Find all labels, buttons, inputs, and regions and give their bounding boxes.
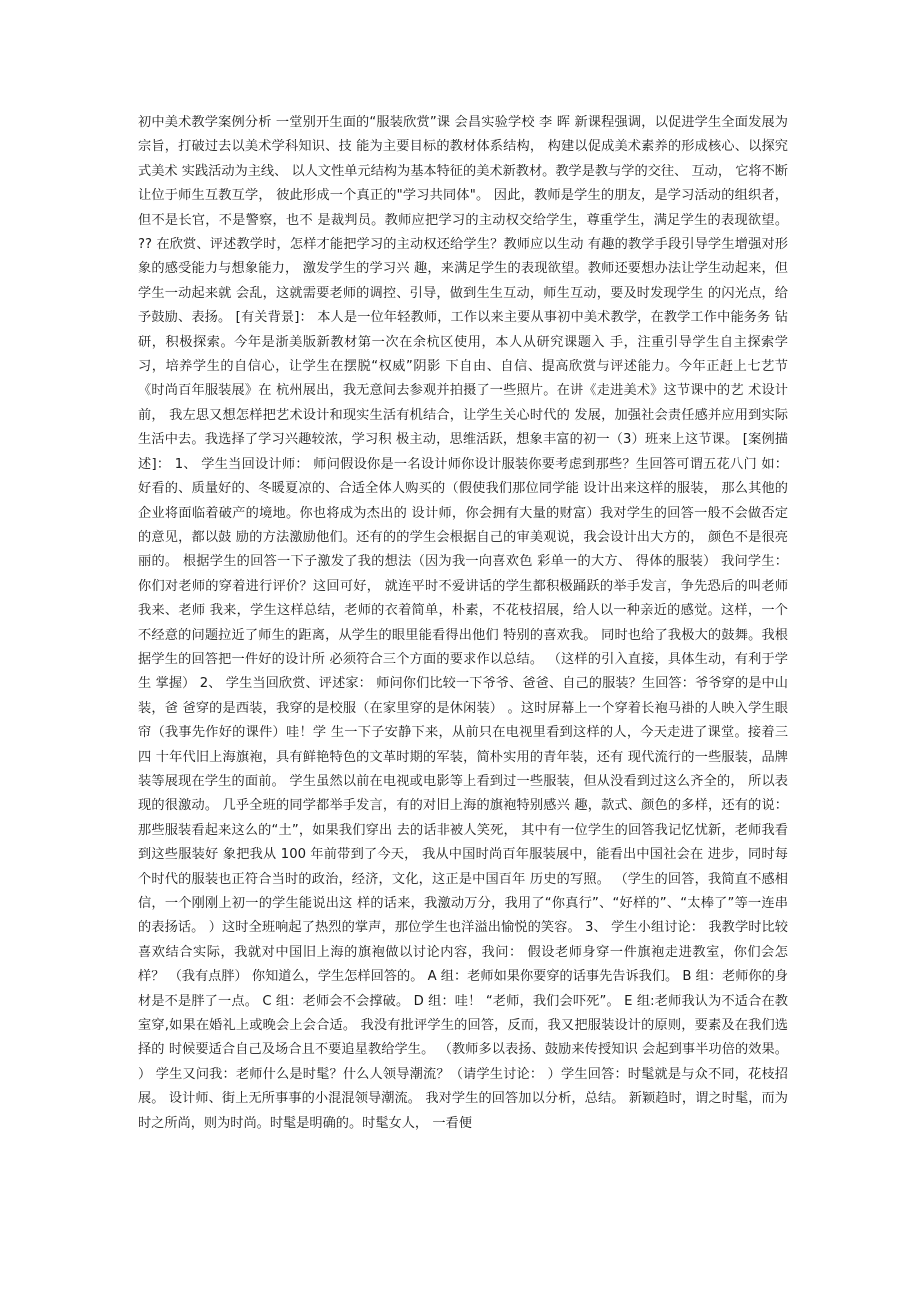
document-body-text: 初中美术教学案例分析 一堂别开生面的“服装欣赏”课 会昌实验学校 李 晖 新课程强调，以促进学生全面发展为宗旨，打破过去以美术学科知识、技 能为主要目标的教材体系结构， 构建以促成美术素养的形成核心、以探究式美术 实践活动为主线、 以人文性单元结构为基本特征的美术新教材。教学是教与学的交往、 互动， 它将不断让位于师生互教互学， 彼此形成一个真正的"学习共同体"。 因此，教师是学生的朋友，是学习活动的组织者，但不是长官，不是警察，也不 是裁判员。教师应把学习的主动权交给学生，尊重学生，满足学生的表现欲望。 ?? 在欣赏、评述教学时，怎样才能把学习的主动权还给学生？教师应以生动 有趣的教学手段引导学生增强对形象的感受能力与想象能力， 激发学生的学习兴 趣，来满足学生的表现欲望。教师还要想办法让学生动起来，但学生一动起来就 会乱，这就需要老师的调控、引导，做到生生互动，师生互动，要及时发现学生 的闪光点，给予鼓励、表扬。 [有关背景]： 本人是一位年轻教师，工作以来主要从事初中美术教学，在教学工作中能务务 钻研，积极探索。今年是浙美版新教材第一次在余杭区使用，本人从研究课题入 手，注重引导学生自主探索学习，培养学生的自信心，让学生在摆脱“权威”阴影 下自由、自信、提高欣赏与评述能力。今年正赶上七艺节《时尚百年服装展》在 杭州展出，我无意间去参观并拍摄了一些照片。在讲《走进美术》这节课中的艺 术设计前， 我左思又想怎样把艺术设计和现实生活有机结合，让学生关心时代的 发展，加强社会责任感并应用到实际生活中去。我选择了学习兴趣较浓，学习积 极主动，思维活跃，想象丰富的初一（3）班来上这节课。 [案例描述]： 1、 学生当回设计师： 师问假设你是一名设计师你设计服装你要考虑到那些？生回答可谓五花八门 如：好看的、质量好的、冬暖夏凉的、合适全体人购买的（假使我们那位同学能 设计出来这样的服装， 那么其他的企业将面临着破产的境地。你也将成为杰出的 设计师，你会拥有大量的财富）我对学生的回答一般不会做否定的意见，都以鼓 励的方法激励他们。还有的的学生会根据自己的审美观说，我会设计出大方的， 颜色不是很亮丽的。 根据学生的回答一下子激发了我的想法（因为我一向喜欢色 彩单一的大方、 得体的服装） 我问学生： 你们对老师的穿着进行评价？这回可好， 就连平时不爱讲话的学生都积极踊跃的举手发言，争先恐后的叫老师我来、老师 我来，学生这样总结，老师的衣着简单，朴素，不花枝招展，给人以一种亲近的感觉。这样，一个不经意的问题拉近了师生的距离，从学生的眼里能看得出他们 特别的喜欢我。 同时也给了我极大的鼓舞。我根据学生的回答把一件好的设计所 必须符合三个方面的要求作以总结。 （这样的引入直接，具体生动，有利于学生 掌握） 2、 学生当回欣赏、评述家： 师问你们比较一下爷爷、爸爸、自己的服装？生回答：爷爷穿的是中山装，爸 爸穿的是西装，我穿的是校服（在家里穿的是休闲装） 。这时屏幕上一个穿着长袍马褂的人映入学生眼帘（我事先作好的课件）哇！学 生一下子安静下来，从前只在电视里看到这样的人，今天走进了课堂。接着三四 十年代旧上海旗袍，具有鲜艳特色的文革时期的军装，简朴实用的青年装，还有 现代流行的一些服装，品牌装等展现在学生的面前。 学生虽然以前在电视或电影等上看到过一些服装，但从没看到过这么齐全的， 所以表现的很激动。 几乎全班的同学都举手发言，有的对旧上海的旗袍特别感兴 趣，款式、颜色的多样，还有的说：那些服装看起来这么的“土”，如果我们穿出 去的话非被人笑死， 其中有一位学生的回答我记忆忧新，老师我看到这些服装好 象把我从 100 年前带到了今天， 我从中国时尚百年服装展中，能看出中国社会在 进步，同时每个时代的服装也正符合当时的政治，经济，文化，这正是中国百年 历史的写照。 （学生的回答，我简直不感相信，一个刚刚上初一的学生能说出这 样的话来，我激动万分，我用了“你真行”、“好样的”、“太棒了”等一连串的表扬话。 ）这时全班响起了热烈的掌声，那位学生也洋溢出愉悦的笑容。 3、 学生小组讨论： 我教学时比较喜欢结合实际，我就对中国旧上海的旗袍做以讨论内容，我问： 假设老师身穿一件旗袍走进教室，你们会怎样？ （我有点胖） 你知道么，学生怎样回答的。 A 组：老师如果你要穿的话事先告诉我们。 B 组：老师你的身材是不是胖了一点。 C 组：老师会不会撑破。 D 组：哇！ “老师，我们会吓死”。 E 组:老师我认为不适合在教室穿,如果在婚礼上或晚会上会合适。 我没有批评学生的回答，反而，我又把服装设计的原则，要素及在我们选择的 时候要适合自己及场合且不要追星教给学生。 （教师多以表扬、鼓励来传授知识 会起到事半功倍的效果。 ） 学生又问我：老师什么是时髦？什么人领导潮流？（请学生讨论： ）学生回答：时髦就是与众不同，花枝招展。 设计师、街上无所事事的小混混领导潮流。 我对学生的回答加以分析，总结。 新颖趋时，谓之时髦，而为时之所尚，则为时尚。时髦是明确的。时髦女人， 一看便 bbox=[138, 115, 789, 1131]
